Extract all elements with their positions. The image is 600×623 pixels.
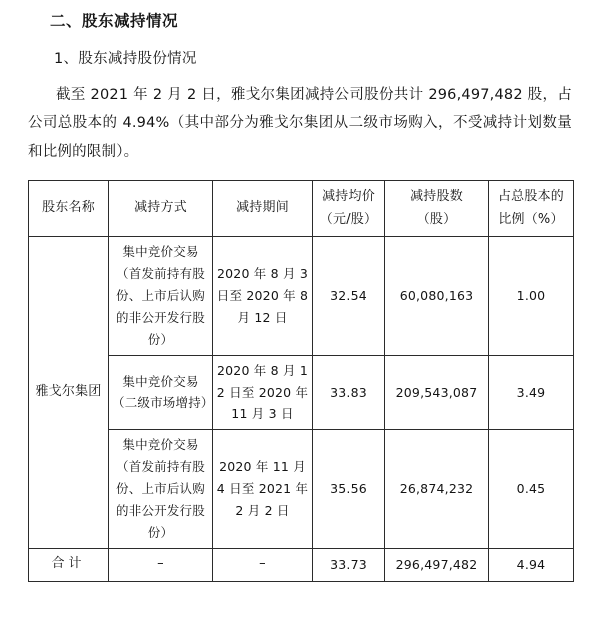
column-header-average-price [313,180,385,237]
table-row [29,237,574,355]
cell-reduction-period: 2020 年 11 月 4 日至 2021 年 2 月 2 日 [213,430,313,548]
cell-reduction-method: 集中竞价交易（首发前持有股份、上市后认购的非公开发行股份） [109,430,213,548]
cell-shares-reduced: 209,543,087 [385,355,489,430]
table-total-row [29,548,574,581]
cell-total-label: 合计 [29,548,109,581]
header-line: （股） [416,211,457,227]
column-header-reduction-period [213,180,313,237]
table-row [29,430,574,548]
cell-average-price: 33.83 [313,355,385,430]
column-header-holder-name [29,180,109,237]
column-header-percent-of-total [489,180,574,237]
cell-shares-reduced: 60,080,163 [385,237,489,355]
cell-percent-of-total: 0.45 [489,430,574,548]
cell-reduction-period: 2020 年 8 月 12 日至 2020 年 11 月 3 日 [213,355,313,430]
cell-total-method: – [109,548,213,581]
cell-reduction-method: 集中竞价交易（二级市场增持） [109,355,213,430]
section-paragraph: 截至 2021 年 2 月 2 日，雅戈尔集团减持公司股份共计 296,497,482 股，占公司总股本的 4.94%（其中部分为雅戈尔集团从二级市场购入，不受减持计划数量和比例的限制）。 [28,87,572,160]
cell-total-average-price: 33.73 [313,548,385,581]
cell-average-price: 35.56 [313,430,385,548]
header-line: 减持期间 [236,200,289,216]
cell-holder-name: 雅戈尔集团 [29,237,109,548]
header-line: 比例（%） [498,211,564,227]
header-line: 减持均价 [322,188,375,204]
share-reduction-table [28,180,574,582]
section-heading: 二、股东减持情况 [50,12,179,30]
cell-reduction-method: 集中竞价交易（首发前持有股份、上市后认购的非公开发行股份） [109,237,213,355]
header-line: 减持方式 [134,200,187,216]
table-header-row [29,180,574,237]
header-line: 股东名称 [42,200,95,216]
cell-reduction-period: 2020 年 8 月 3 日至 2020 年 8 月 12 日 [213,237,313,355]
cell-percent-of-total: 1.00 [489,237,574,355]
cell-total-percent-of-total: 4.94 [489,548,574,581]
document-page [0,10,600,623]
cell-total-period: – [213,548,313,581]
cell-shares-reduced: 26,874,232 [385,430,489,548]
section-subheading: 1、股东减持股份情况 [54,51,197,68]
column-header-reduction-method [109,180,213,237]
header-line: 占总股本的 [497,188,564,204]
table-row [29,355,574,430]
header-line: （元/股） [319,211,378,227]
cell-average-price: 32.54 [313,237,385,355]
cell-total-shares-reduced: 296,497,482 [385,548,489,581]
header-line: 减持股数 [410,188,463,204]
column-header-shares-reduced [385,180,489,237]
cell-percent-of-total: 3.49 [489,355,574,430]
